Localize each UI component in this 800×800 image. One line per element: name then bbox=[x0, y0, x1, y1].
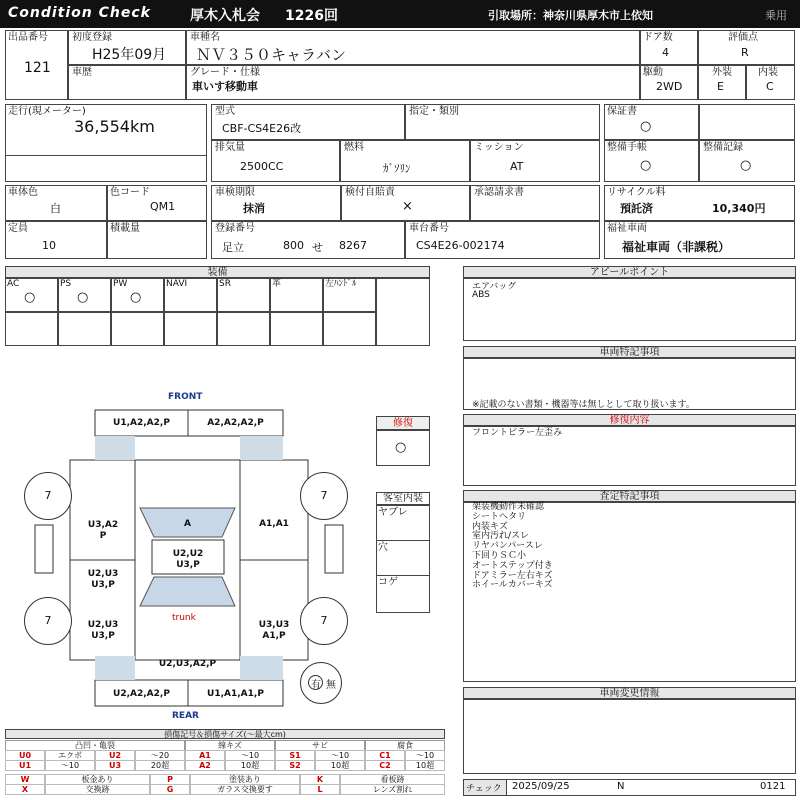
interior-title: 客室内装 bbox=[376, 492, 430, 505]
legend-code: A1 bbox=[185, 750, 225, 761]
legend-code: U3 bbox=[95, 760, 135, 771]
inspection-note-line: シートヘタリ bbox=[472, 511, 527, 522]
wheel-front-right: 7 bbox=[300, 472, 348, 520]
fuel-label: 燃料 bbox=[344, 142, 364, 153]
legend-code: S1 bbox=[275, 750, 315, 761]
equipment-label: SR bbox=[219, 279, 231, 289]
footer-code: 0121 bbox=[760, 781, 786, 792]
history-label: 車歴 bbox=[72, 67, 92, 78]
grade-value: 車いす移動車 bbox=[192, 80, 258, 93]
mission-value: AT bbox=[510, 160, 524, 173]
interior-item-hole: 穴 bbox=[378, 542, 388, 553]
legend-size: 〜10 bbox=[225, 750, 275, 761]
reg-class: 800 bbox=[283, 239, 304, 252]
legend-group: 線キズ bbox=[185, 740, 275, 751]
legend-size: 10超 bbox=[225, 760, 275, 771]
appeal-line-1: エアバッグ bbox=[472, 282, 517, 292]
first-reg-value: H25年09月 bbox=[92, 47, 167, 63]
car-name-value: ＮＶ３５０キャラバン bbox=[196, 46, 347, 64]
rear-left-pillar bbox=[95, 656, 135, 680]
footer-mark: N bbox=[617, 781, 625, 792]
inspection-note-line: 内装キズ bbox=[472, 521, 508, 532]
legend-code: U0 bbox=[5, 750, 45, 761]
interior-item-tear: ヤブレ bbox=[378, 507, 408, 518]
legend-mark-desc: ガラス交換要す bbox=[190, 784, 300, 795]
legend-mark-desc: 交換跡 bbox=[45, 784, 150, 795]
warranty-value: ○ bbox=[640, 119, 652, 134]
left-rear-damage: U2,U3 U3,P bbox=[87, 620, 119, 641]
legend-mark-desc: 塗装あり bbox=[190, 774, 300, 785]
legend-mark-code: P bbox=[150, 774, 190, 785]
wheel-front-left: 7 bbox=[24, 472, 72, 520]
legend-group: サビ bbox=[275, 740, 365, 751]
legend-size: 10超 bbox=[405, 760, 445, 771]
legend-mark-code: X bbox=[5, 784, 45, 795]
equipment-label: 革 bbox=[272, 279, 282, 289]
legend-mark-desc: レンズ割れ bbox=[340, 784, 445, 795]
liability-value: × bbox=[402, 199, 413, 214]
legend-mark-code: G bbox=[150, 784, 190, 795]
mileage-label: 走行(現メーター) bbox=[8, 106, 86, 117]
inspection-note-line: 下回りＳＣ小 bbox=[472, 550, 527, 561]
left-front-door-damage: U3,A2 P bbox=[87, 520, 119, 541]
header-pickup: 引取場所：神奈川県厚木市上依知 bbox=[488, 9, 653, 22]
liability-label: 検付自賠責 bbox=[345, 187, 395, 198]
front-left-pillar bbox=[95, 436, 135, 460]
inspection-notes-list bbox=[472, 503, 553, 591]
maintenance-book-value: ○ bbox=[640, 158, 652, 173]
inspection-label: 車検期限 bbox=[215, 187, 255, 198]
wheel-rear-right: 7 bbox=[300, 597, 348, 645]
legend-mark-code: L bbox=[300, 784, 340, 795]
legend-size: 〜10 bbox=[315, 750, 365, 761]
capacity-label: 定員 bbox=[8, 223, 28, 234]
int-value: C bbox=[766, 80, 774, 93]
rear-window bbox=[140, 577, 235, 606]
hood-damage: A bbox=[184, 519, 191, 529]
rear-panel-damage: U2,U3,A2,P bbox=[158, 659, 217, 669]
repair-title: 修復内容 bbox=[463, 414, 796, 426]
drive-label: 駆動 bbox=[643, 67, 663, 78]
rear-label: REAR bbox=[172, 711, 199, 721]
car-name-label: 車種名 bbox=[190, 32, 220, 43]
inspection-value: 抹消 bbox=[243, 202, 265, 215]
legend-mark-desc: 板金あり bbox=[45, 774, 150, 785]
legend-code: S2 bbox=[275, 760, 315, 771]
legend-size: エクボ bbox=[45, 750, 95, 761]
grade-label: グレード・仕様 bbox=[190, 67, 260, 78]
equipment-label: PW bbox=[113, 279, 128, 289]
wheel-rear-left: 7 bbox=[24, 597, 72, 645]
int-label: 内装 bbox=[758, 67, 778, 78]
legend-code: A2 bbox=[185, 760, 225, 771]
recycle-label: リサイクル料 bbox=[607, 187, 666, 198]
equipment-label: 左ﾊﾝﾄﾞﾙ bbox=[325, 279, 357, 289]
color-code-value: QM1 bbox=[150, 200, 176, 213]
model-value: CBF-CS4E26改 bbox=[222, 122, 302, 135]
displacement-value: 2500CC bbox=[240, 160, 284, 173]
doors-label: ドア数 bbox=[643, 32, 673, 43]
score-value: R bbox=[741, 46, 749, 59]
legend-size: 〜20 bbox=[135, 750, 185, 761]
front-right-bumper-damage: A2,A2,A2,P bbox=[207, 418, 264, 428]
appeal-line-2: ABS bbox=[472, 290, 490, 300]
header-session: 1226回 bbox=[285, 8, 338, 24]
displacement-label: 排気量 bbox=[215, 142, 245, 153]
inspection-note-line: ホイールカバーキズ bbox=[472, 580, 553, 591]
legend-code: C1 bbox=[365, 750, 405, 761]
reg-area: 足立 bbox=[222, 241, 244, 254]
change-info-box bbox=[463, 699, 796, 774]
recycle-status: 預託済 bbox=[620, 202, 653, 215]
legend-group: 凸凹・亀裂 bbox=[5, 740, 185, 751]
legend-code: C2 bbox=[365, 760, 405, 771]
header-auction: 厚木入札会 bbox=[190, 8, 260, 24]
legend-mark-desc: 看板跡 bbox=[340, 774, 445, 785]
fuel-value: ｶﾞｿﾘﾝ bbox=[383, 162, 411, 175]
maintenance-book-label: 整備手帳 bbox=[607, 142, 647, 153]
inspection-note-line: 架装機動作未確認 bbox=[472, 502, 545, 512]
change-info-title: 車両変更情報 bbox=[463, 687, 796, 699]
repair-box-value: ○ bbox=[395, 440, 407, 455]
special-title: 車両特記事項 bbox=[463, 346, 796, 358]
score-label: 評価点 bbox=[728, 32, 758, 43]
legend-size: 20超 bbox=[135, 760, 185, 771]
approval-label: 承認請求書 bbox=[474, 187, 524, 198]
mission-label: ミッション bbox=[474, 142, 524, 153]
equipment-title: 装備 bbox=[5, 266, 430, 278]
left-mid-damage: U2,U3 U3,P bbox=[87, 569, 119, 590]
reg-num: 8267 bbox=[339, 239, 367, 252]
equipment-label: AC bbox=[7, 279, 20, 289]
front-left-bumper-damage: U1,A2,A2,P bbox=[113, 418, 170, 428]
rear-left-bumper-damage: U2,A2,A2,P bbox=[113, 689, 170, 699]
front-label: FRONT bbox=[168, 392, 203, 402]
legend-title: 損傷記号＆損傷サイズ(〜最大cm) bbox=[5, 729, 445, 739]
legend-code: U1 bbox=[5, 760, 45, 771]
ext-label: 外装 bbox=[712, 67, 732, 78]
legend-size: 10超 bbox=[315, 760, 365, 771]
lot-label: 出品番号 bbox=[8, 32, 48, 43]
designation-label: 指定・類別 bbox=[409, 106, 459, 117]
inspection-notes-title: 査定特記事項 bbox=[463, 490, 796, 502]
model-label: 型式 bbox=[215, 106, 235, 117]
footer-check-label: チェック bbox=[466, 784, 502, 794]
drive-value: 2WD bbox=[656, 80, 683, 93]
interior-item-burn: コゲ bbox=[378, 577, 398, 588]
first-reg-label: 初度登録 bbox=[72, 32, 112, 43]
right-rear-damage: U3,U3 A1,P bbox=[258, 620, 290, 641]
reg-no-label: 登録番号 bbox=[215, 223, 255, 234]
spare-none: 無 bbox=[326, 680, 336, 691]
load-label: 積載量 bbox=[110, 223, 140, 234]
legend-mark-code: K bbox=[300, 774, 340, 785]
header-category: 乗用 bbox=[765, 9, 787, 22]
right-front-door-damage: A1,A1 bbox=[259, 519, 289, 529]
recycle-amount: 10,340円 bbox=[712, 202, 766, 215]
inspection-note-line: オートステップ付き bbox=[472, 560, 553, 571]
inspection-note-line: ドアミラー左右キズ bbox=[472, 570, 553, 581]
equipment-value: ○ bbox=[130, 290, 142, 305]
repair-box-label: 修復 bbox=[376, 416, 430, 430]
warranty-extra-cell bbox=[699, 104, 795, 140]
rear-right-pillar bbox=[240, 656, 283, 680]
legend-group: 腐食 bbox=[365, 740, 445, 751]
legend-size: 〜10 bbox=[405, 750, 445, 761]
legend-code: U2 bbox=[95, 750, 135, 761]
maintenance-rec-value: ○ bbox=[740, 158, 752, 173]
appeal-title: アピールポイント bbox=[463, 266, 796, 278]
header-title: Condition Check bbox=[8, 5, 151, 21]
rear-right-bumper-damage: U1,A1,A1,P bbox=[207, 689, 264, 699]
chassis-label: 車台番号 bbox=[409, 223, 449, 234]
special-note: ※記載のない書類・機器等は無しとして取り扱います。 bbox=[472, 400, 695, 410]
ext-value: E bbox=[717, 80, 724, 93]
maintenance-rec-label: 整備記録 bbox=[703, 142, 743, 153]
welfare-value: 福祉車両（非課税） bbox=[622, 240, 731, 254]
warranty-label: 保証書 bbox=[607, 106, 637, 117]
body-color-value: 白 bbox=[50, 202, 61, 215]
legend-size: 〜10 bbox=[45, 760, 95, 771]
body-color-label: 車体色 bbox=[8, 187, 38, 198]
equipment-value: ○ bbox=[77, 290, 89, 305]
inspection-note-line: リヤバンパースレ bbox=[472, 541, 543, 552]
front-right-pillar bbox=[240, 436, 283, 460]
roof-damage: U2,U2 U3,P bbox=[172, 549, 204, 570]
capacity-value: 10 bbox=[42, 239, 56, 252]
chassis-value: CS4E26-002174 bbox=[416, 239, 505, 252]
legend-mark-code: W bbox=[5, 774, 45, 785]
welfare-label: 福祉車両 bbox=[607, 223, 647, 234]
equipment-value: ○ bbox=[24, 290, 36, 305]
repair-content: フロントピラー左歪み bbox=[472, 428, 563, 438]
equipment-label: PS bbox=[60, 279, 72, 289]
doors-value: 4 bbox=[662, 46, 669, 59]
trunk-label: trunk bbox=[172, 613, 196, 623]
inspection-note-line: 室内汚れ/スレ bbox=[472, 531, 530, 542]
reg-kana: せ bbox=[312, 241, 323, 254]
lot-value: 121 bbox=[24, 60, 51, 76]
mileage-value: 36,554km bbox=[74, 117, 155, 136]
footer-date: 2025/09/25 bbox=[512, 781, 570, 792]
equipment-label: NAVI bbox=[166, 279, 188, 289]
color-code-label: 色コード bbox=[110, 187, 150, 198]
spare-mark: 有 bbox=[311, 680, 321, 691]
